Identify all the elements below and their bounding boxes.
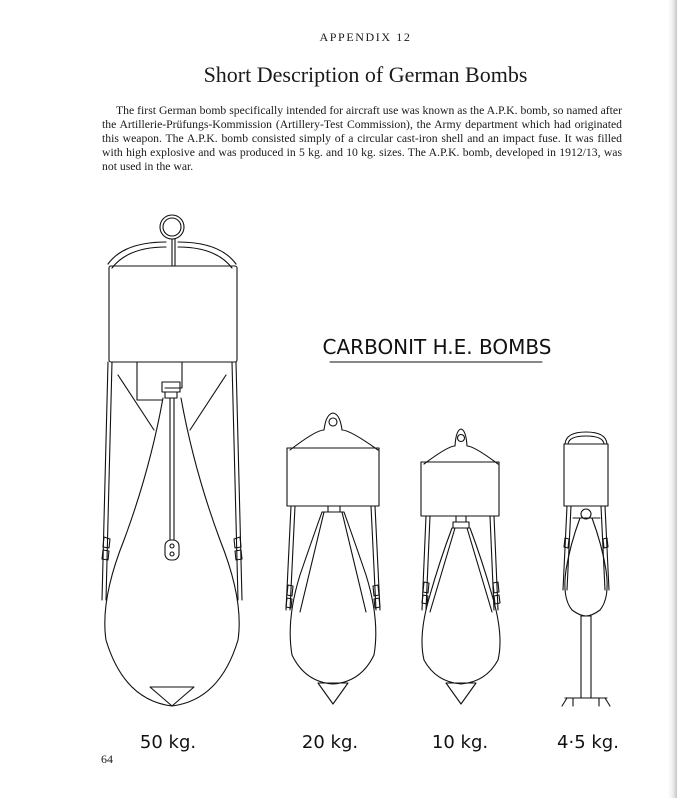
bomb-4-5kg-drawing bbox=[562, 432, 610, 706]
bomb-label-4-5kg: 4·5 kg. bbox=[557, 732, 619, 753]
bomb-10kg-drawing bbox=[421, 429, 500, 704]
figure-heading: CARBONIT H.E. BOMBS bbox=[322, 335, 552, 359]
bomb-label-50kg: 50 kg. bbox=[139, 732, 197, 753]
page-number: 64 bbox=[101, 752, 113, 766]
bomb-label-10kg: 10 kg. bbox=[431, 732, 489, 753]
bomb-20kg-drawing bbox=[286, 413, 380, 704]
bomb-50kg-drawing bbox=[102, 215, 242, 706]
page-title: Short Description of German Bombs bbox=[203, 62, 528, 87]
intro-paragraph: The first German bomb specifically intended for aircraft use was known as the A.P.K. bomb, so named after the Artillerie-Prüfungs-Kommission (Artillery-Test Commission), the Army department which had originated this weapon. The A.P.K. bomb consisted simply of a circular cast-iron shell and an impact fuse. It was filled with high explosive and was produced in 5 kg. and 10 kg. sizes. The A.P.K. bomb, developed in 1912/13, was not used in the war. bbox=[102, 104, 622, 174]
appendix-heading: APPENDIX 12 bbox=[319, 30, 412, 44]
bomb-label-20kg: 20 kg. bbox=[301, 732, 359, 753]
